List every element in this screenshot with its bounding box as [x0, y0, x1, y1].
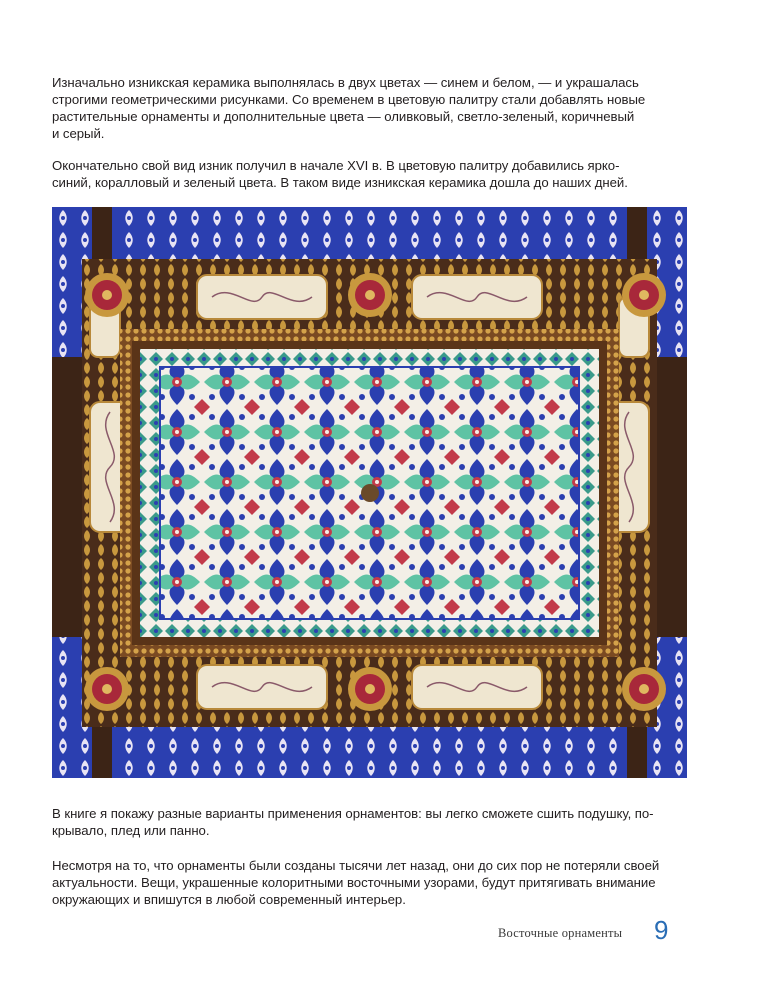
page-number: 9 [654, 915, 669, 945]
text-line: Несмотря на то, что орнаменты были созданы тысячи лет назад, они до сих пор не потеряли своей [52, 858, 660, 873]
text-line: растительные орнаменты и дополнительные цвета — оливковый, светло-зеленый, коричневый [52, 109, 635, 124]
paragraph-iznik-origins [52, 74, 692, 142]
paragraph-book-uses [52, 805, 692, 839]
ornamental-ceiling-photo [52, 207, 687, 778]
text-line: Изначально изникская керамика выполнялась в двух цветах — синем и белом, — и украшалась [52, 75, 639, 90]
text-line: строгими геометрическими рисунками. Со временем в цветовую палитру стали добавлять новые [52, 92, 646, 107]
text-line: актуальности. Вещи, украшенные колоритными восточными узорами, будут притягивать внимание [52, 875, 656, 890]
text-line: окружающих и впишутся в любой современный интерьер. [52, 892, 406, 907]
text-line: и серый. [52, 126, 105, 141]
text-line: крывало, плед или панно. [52, 823, 210, 838]
paragraph-iznik-final [52, 157, 692, 191]
text-line: В книге я покажу разные варианты применения орнаментов: вы легко сможете сшить подушку, по- [52, 806, 654, 821]
running-footer-title: Восточные орнаменты [498, 926, 623, 940]
text-line: Окончательно свой вид изник получил в начале XVI в. В цветовую палитру добавились ярко- [52, 158, 620, 173]
text-line: синий, коралловый и зеленый цвета. В таком виде изникская керамика дошла до наших дней. [52, 175, 628, 190]
paragraph-relevance [52, 857, 692, 908]
